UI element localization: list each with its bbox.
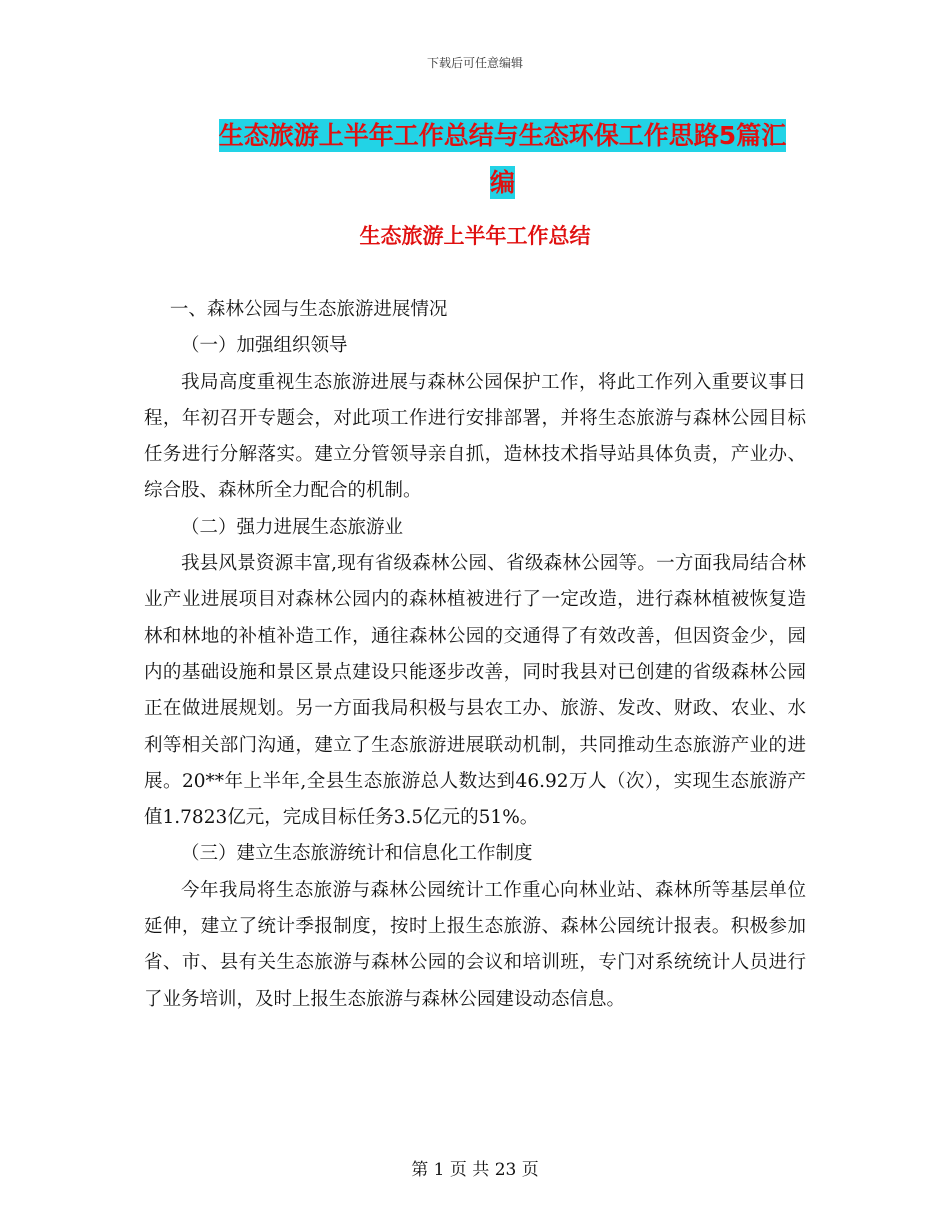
body-paragraph: 我局高度重视生态旅游进展与森林公园保护工作，将此工作列入重要议事日程，年初召开专题会，对此项工作进行安排部署，并将生态旅游与森林公园目标任务进行分解落实。建立分管领导亲自抓，造林技术指导站具体负责，产业办、综合股、森林所全力配合的机制。 (144, 371, 806, 502)
heading-level2: （三）建立生态旅游统计和信息化工作制度 (181, 843, 533, 865)
document-body (144, 292, 806, 1018)
body-paragraph: 我县风景资源丰富,现有省级森林公园、省级森林公园等。一方面我局结合林业产业进展项目对森林公园内的森林植被进行了一定改造，进行森林植被恢复造林和林地的补植补造工作，通往森林公园的交通得了有效改善，但因资金少，园内的基础设施和景区景点建设只能逐步改善，同时我县对已创建的省级森林公园正在做进展规划。另一方面我局积极与县农工办、旅游、发改、财政、农业、水利等相关部门沟通，建立了生态旅游进展联动机制，共同推动生态旅游产业的进展。20**年上半年,全县生态旅游总人数达到46.92万人（次），实现生态旅游产值1.7823亿元，完成目标任务3.5亿元的51%。 (144, 553, 806, 829)
document-title (195, 112, 810, 206)
document-title-line1: 生态旅游上半年工作总结与生态环保工作思路5篇汇 (218, 121, 787, 150)
heading-level2: （二）强力进展生态旅游业 (181, 516, 404, 538)
page-header: 下载后可任意编辑 (426, 56, 523, 70)
document-title-line2: 编 (489, 168, 515, 197)
section-title: 生态旅游上半年工作总结 (359, 224, 591, 248)
page-footer: 第 1 页 共 23 页 (411, 1160, 539, 1180)
body-paragraph: 今年我局将生态旅游与森林公园统计工作重心向林业站、森林所等基层单位延伸，建立了统计季报制度，按时上报生态旅游、森林公园统计报表。积极参加省、市、县有关生态旅游与森林公园的会议和培训班，专门对系统统计人员进行了业务培训，及时上报生态旅游与森林公园建设动态信息。 (144, 879, 806, 1010)
heading-level1: 一、森林公园与生态旅游进展情况 (169, 299, 448, 320)
heading-level2: （一）加强组织领导 (181, 335, 348, 357)
